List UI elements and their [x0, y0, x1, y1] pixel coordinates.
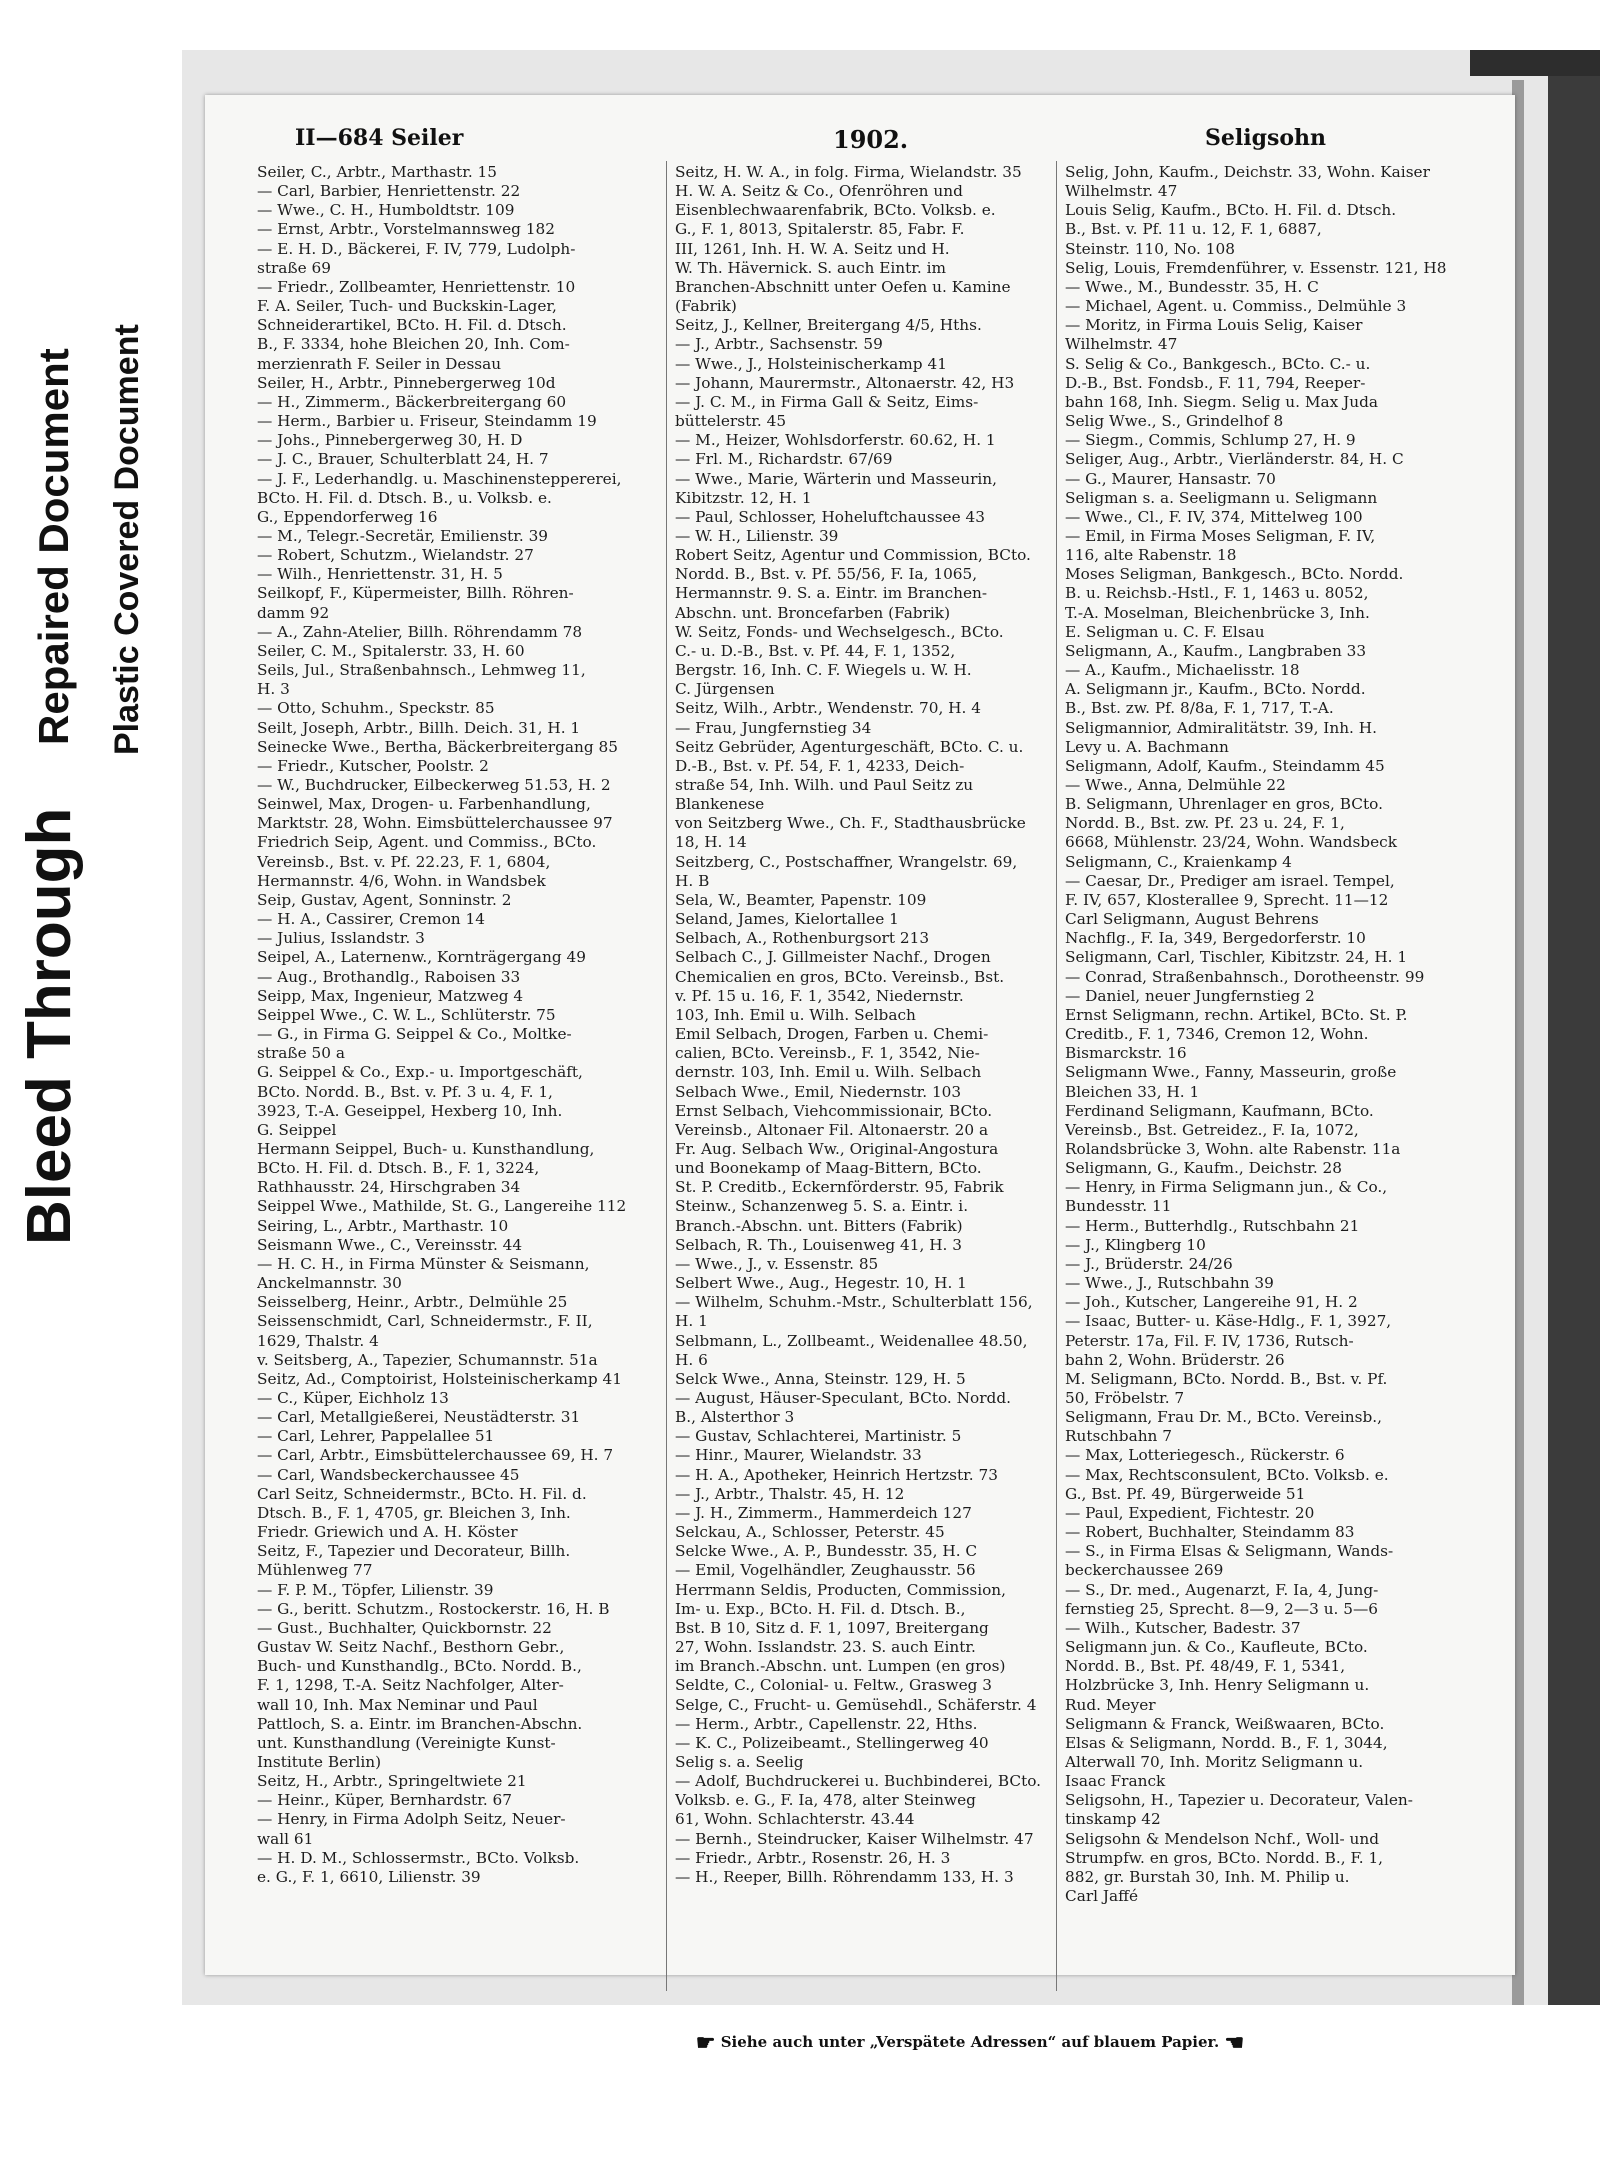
column-left: [257, 163, 657, 1887]
directory-entry: Vereinsb., Bst. v. Pf. 22.23, F. 1, 6804,: [257, 852, 551, 871]
column-right: [1065, 163, 1465, 1906]
directory-entry: Seitz Gebrüder, Agenturgeschäft, BCto. C. u.: [675, 737, 1024, 756]
directory-entry: Pattloch, S. a. Eintr. im Branchen-Abschn.: [257, 1714, 583, 1733]
directory-entry: Institute Berlin): [257, 1752, 382, 1771]
directory-entry: Ernst Seligmann, rechn. Artikel, BCto. St. P.: [1065, 1005, 1408, 1024]
directory-entry: Holzbrücke 3, Inh. Henry Seligmann u.: [1065, 1676, 1370, 1695]
directory-entry: Seiler, H., Arbtr., Pinnebergerweg 10d: [257, 373, 556, 392]
directory-entry: — Max, Rechtsconsulent, BCto. Volksb. e.: [1065, 1465, 1389, 1484]
directory-entry: Schneiderartikel, BCto. H. Fil. d. Dtsch.: [257, 316, 567, 335]
directory-entry: Wilhelmstr. 47: [1065, 335, 1178, 354]
directory-entry: Seip, Gustav, Agent, Sonninstr. 2: [257, 890, 512, 909]
directory-entry: Nordd. B., Bst. Pf. 48/49, F. 1, 5341,: [1065, 1657, 1346, 1676]
directory-entry: — Carl, Arbtr., Eimsbüttelerchaussee 69, H. 7: [257, 1446, 614, 1465]
directory-entry: Chemicalien en gros, BCto. Vereinsb., Bst.: [675, 967, 1005, 986]
directory-entry: Nachflg., F. Ia, 349, Bergedorferstr. 10: [1065, 929, 1366, 948]
directory-entry: BCto. H. Fil. d. Dtsch. B., u. Volksb. e.: [257, 488, 552, 507]
directory-entry: Seissenschmidt, Carl, Schneidermstr., F. II,: [257, 1312, 593, 1331]
directory-entry: S. Selig & Co., Bankgesch., BCto. C.- u.: [1065, 354, 1371, 373]
directory-entry: — Friedr., Arbtr., Rosenstr. 26, H. 3: [675, 1848, 951, 1867]
directory-entry: Seitz, Wilh., Arbtr., Wendenstr. 70, H. 4: [675, 699, 981, 718]
directory-entry: Rolandsbrücke 3, Wohn. alte Rabenstr. 11a: [1065, 1139, 1401, 1158]
directory-entry: — F. P. M., Töpfer, Lilienstr. 39: [257, 1580, 494, 1599]
directory-entry: Louis Selig, Kaufm., BCto. H. Fil. d. Dtsch.: [1065, 201, 1397, 220]
scan-border-right: [1548, 76, 1600, 2005]
directory-entry: — Conrad, Straßenbahnsch., Dorotheenstr. 99: [1065, 967, 1425, 986]
directory-entry: Seilkopf, F., Küpermeister, Billh. Röhren-: [257, 584, 574, 603]
directory-entry: — Friedr., Zollbeamter, Henriettenstr. 10: [257, 277, 576, 296]
directory-entry: B., Alsterthor 3: [675, 1408, 795, 1427]
directory-entry: — Isaac, Butter- u. Käse-Hdlg., F. 1, 3927,: [1065, 1312, 1392, 1331]
directory-entry: Branch.-Abschn. unt. Bitters (Fabrik): [675, 1216, 963, 1235]
directory-entry: — Gust., Buchhalter, Quickbornstr. 22: [257, 1618, 552, 1637]
directory-entry: G., F. 1, 8013, Spitalerstr. 85, Fabr. F.: [675, 220, 965, 239]
header-left: II—684 Seiler: [295, 125, 464, 151]
directory-entry: Seipp, Max, Ingenieur, Matzweg 4: [257, 986, 524, 1005]
directory-entry: — Carl, Wandsbeckerchaussee 45: [257, 1465, 520, 1484]
directory-entry: Seligmann, Frau Dr. M., BCto. Vereinsb.,: [1065, 1408, 1383, 1427]
directory-entry: wall 61: [257, 1829, 314, 1848]
directory-entry: Seligmann, C., Kraienkamp 4: [1065, 852, 1292, 871]
directory-entry: Seinwel, Max, Drogen- u. Farbenhandlung,: [257, 795, 591, 814]
directory-entry: Seliger, Aug., Arbtr., Vierländerstr. 84, H. C: [1065, 450, 1404, 469]
directory-entry: — Adolf, Buchdruckerei u. Buchbinderei, BCto.: [675, 1772, 1042, 1791]
directory-entry: Seismann Wwe., C., Vereinsstr. 44: [257, 1235, 523, 1254]
directory-entry: 27, Wohn. Isslandstr. 23. S. auch Eintr.: [675, 1638, 976, 1657]
directory-entry: — Robert, Schutzm., Wielandstr. 27: [257, 546, 534, 565]
directory-entry: Seland, James, Kielortallee 1: [675, 910, 899, 929]
directory-entry: E. Seligman u. C. F. Elsau: [1065, 622, 1265, 641]
footer-note: [380, 2030, 1560, 2056]
directory-entry: — Paul, Expedient, Fichtestr. 20: [1065, 1503, 1315, 1522]
directory-entry: Seitz, H. W. A., in folg. Firma, Wielandstr. 35: [675, 163, 1022, 181]
directory-entry: — G., Maurer, Hansastr. 70: [1065, 469, 1276, 488]
directory-entry: Hermann Seippel, Buch- u. Kunsthandlung,: [257, 1139, 595, 1158]
directory-entry: Creditb., F. 1, 7346, Cremon 12, Wohn.: [1065, 1025, 1369, 1044]
directory-entry: Seligmannior, Admiralitätstr. 39, Inh. H.: [1065, 718, 1377, 737]
directory-entry: Robert Seitz, Agentur und Commission, BCto.: [675, 546, 1031, 565]
directory-entry: — Herm., Butterhdlg., Rutschbahn 21: [1065, 1216, 1360, 1235]
directory-entry: Rutschbahn 7: [1065, 1427, 1172, 1446]
directory-entry: straße 69: [257, 258, 332, 277]
directory-entry: M. Seligmann, BCto. Nordd. B., Bst. v. Pf.: [1065, 1369, 1388, 1388]
directory-entry: — M., Heizer, Wohlsdorferstr. 60.62, H. 1: [675, 431, 996, 450]
directory-entry: — August, Häuser-Speculant, BCto. Nordd.: [675, 1389, 1011, 1407]
directory-entry: Seligmann, Adolf, Kaufm., Steindamm 45: [1065, 756, 1385, 775]
directory-entry: Seiring, L., Arbtr., Marthastr. 10: [257, 1216, 509, 1235]
directory-entry: — Gustav, Schlachterei, Martinistr. 5: [675, 1427, 962, 1446]
directory-entry: straße 54, Inh. Wilh. und Paul Seitz zu: [675, 776, 974, 794]
directory-entry: Mühlenweg 77: [257, 1561, 373, 1580]
directory-entry: — Carl, Metallgießerei, Neustädterstr. 31: [257, 1408, 581, 1427]
directory-entry: B., F. 3334, hohe Bleichen 20, Inh. Com-: [257, 335, 570, 354]
directory-entry: — Paul, Schlosser, Hoheluftchaussee 43: [675, 507, 985, 526]
directory-entry: — H., Zimmerm., Bäckerbreitergang 60: [257, 392, 567, 411]
directory-entry: Isaac Franck: [1065, 1772, 1166, 1791]
column-middle: [675, 163, 1065, 1887]
directory-entry: Selig s. a. Seelig: [675, 1752, 804, 1771]
directory-entry: — G., beritt. Schutzm., Rostockerstr. 16, H. B: [257, 1599, 610, 1618]
directory-entry: — S., Dr. med., Augenarzt, F. Ia, 4, Jung-: [1065, 1580, 1379, 1599]
directory-entry: Abschn. unt. Broncefarben (Fabrik): [675, 603, 951, 622]
directory-entry: Seligman s. a. Seeligmann u. Seligmann: [1065, 488, 1378, 507]
directory-entry: Kibitzstr. 12, H. 1: [675, 488, 812, 507]
directory-entry: Gustav W. Seitz Nachf., Besthorn Gebr.,: [257, 1638, 565, 1657]
directory-entry: — C., Küper, Eichholz 13: [257, 1389, 449, 1407]
directory-entry: H. 6: [675, 1350, 708, 1369]
directory-entry: — Carl, Lehrer, Pappelallee 51: [257, 1427, 495, 1446]
directory-entry: — Aug., Brothandlg., Raboisen 33: [257, 967, 521, 986]
directory-entry: Selge, C., Frucht- u. Gemüsehdl., Schäferstr. 4: [675, 1695, 1037, 1714]
directory-entry: B., Bst. zw. Pf. 8/8a, F. 1, 717, T.-A.: [1065, 699, 1334, 718]
directory-entry: Seligsohn, H., Tapezier u. Decorateur, Valen-: [1065, 1791, 1413, 1810]
directory-entry: F. IV, 657, Klosterallee 9, Sprecht. 11—12: [1065, 890, 1389, 909]
directory-entry: Peterstr. 17a, Fil. F. IV, 1736, Rutsch-: [1065, 1331, 1354, 1350]
directory-entry: — Frl. M., Richardstr. 67/69: [675, 450, 893, 469]
directory-entry: Ferdinand Seligmann, Kaufmann, BCto.: [1065, 1101, 1374, 1120]
directory-entry: merzienrath F. Seiler in Dessau: [257, 354, 502, 373]
pointing-hand-left-icon: ☚: [1224, 2030, 1245, 2056]
directory-entry: Seitz, Ad., Comptoirist, Holsteinischerkamp 41: [257, 1369, 622, 1388]
directory-page: [205, 95, 1515, 1975]
directory-entry: G. Seippel & Co., Exp.- u. Importgeschäft,: [257, 1063, 583, 1082]
directory-entry: — H. D. M., Schlossermstr., BCto. Volksb.: [257, 1848, 580, 1867]
directory-entry: Carl Jaffé: [1065, 1887, 1139, 1906]
directory-entry: Blankenese: [675, 795, 765, 814]
directory-entry: von Seitzberg Wwe., Ch. F., Stadthausbrücke: [675, 814, 1026, 833]
directory-entry: Im- u. Exp., BCto. H. Fil. d. Dtsch. B.,: [675, 1599, 966, 1618]
directory-entry: W. Seitz, Fonds- und Wechselgesch., BCto.: [675, 622, 1004, 641]
pointing-hand-right-icon: ☛: [695, 2030, 716, 2056]
directory-entry: — Emil, in Firma Moses Seligman, F. IV,: [1065, 526, 1376, 545]
directory-entry: 882, gr. Burstah 30, Inh. M. Philip u.: [1065, 1867, 1350, 1886]
directory-entry: — K. C., Polizeibeamt., Stellingerweg 40: [675, 1733, 989, 1752]
directory-entry: Seilt, Joseph, Arbtr., Billh. Deich. 31, H. 1: [257, 718, 581, 737]
directory-entry: — Henry, in Firma Adolph Seitz, Neuer-: [257, 1810, 566, 1829]
directory-entry: v. Seitsberg, A., Tapezier, Schumannstr. 51a: [257, 1350, 598, 1369]
directory-entry: — S., in Firma Elsas & Seligmann, Wands-: [1065, 1542, 1394, 1561]
plastic-covered-label: Plastic Covered Document: [108, 324, 146, 755]
directory-entry: 116, alte Rabenstr. 18: [1065, 546, 1237, 565]
directory-entry: — H. A., Cassirer, Cremon 14: [257, 910, 485, 929]
directory-entry: Friedrich Seip, Agent. und Commiss., BCto.: [257, 833, 597, 852]
directory-entry: Wilhelmstr. 47: [1065, 182, 1178, 201]
directory-entry: — Caesar, Dr., Prediger am israel. Tempel,: [1065, 871, 1395, 890]
page-header: [205, 125, 1515, 157]
directory-entry: — W. H., Lilienstr. 39: [675, 526, 839, 545]
directory-entry: unt. Kunsthandlung (Vereinigte Kunst-: [257, 1733, 556, 1752]
directory-entry: — Daniel, neuer Jungfernstieg 2: [1065, 986, 1315, 1005]
directory-entry: Hermannstr. 9. S. a. Eintr. im Branchen-: [675, 584, 988, 603]
directory-entry: — Herm., Barbier u. Friseur, Steindamm 19: [257, 412, 597, 431]
directory-entry: Fr. Aug. Selbach Ww., Original-Angostura: [675, 1139, 999, 1158]
directory-entry: Ernst Selbach, Viehcommissionair, BCto.: [675, 1101, 993, 1120]
directory-entry: Marktstr. 28, Wohn. Eimsbüttelerchaussee 97: [257, 814, 613, 833]
directory-entry: — Julius, Isslandstr. 3: [257, 929, 425, 948]
directory-entry: — J., Klingberg 10: [1065, 1235, 1206, 1254]
directory-entry: Seippel Wwe., C. W. L., Schlüterstr. 75: [257, 1005, 556, 1024]
directory-entry: — Max, Lotteriegesch., Rückerstr. 6: [1065, 1446, 1345, 1465]
directory-entry: — Bernh., Steindrucker, Kaiser Wilhelmstr. 47: [675, 1829, 1034, 1848]
directory-entry: Seisselberg, Heinr., Arbtr., Delmühle 25: [257, 1293, 568, 1312]
directory-entry: Seitzberg, C., Postschaffner, Wrangelstr. 69,: [675, 852, 1018, 871]
directory-entry: — Wwe., J., Holsteinischerkamp 41: [675, 354, 947, 373]
directory-entry: — J. C., Brauer, Schulterblatt 24, H. 7: [257, 450, 549, 469]
directory-entry: — H. C. H., in Firma Münster & Seismann,: [257, 1254, 590, 1273]
directory-entry: — Wilh., Kutscher, Badestr. 37: [1065, 1618, 1301, 1637]
directory-entry: — Otto, Schuhm., Speckstr. 85: [257, 699, 495, 718]
directory-entry: Seinecke Wwe., Bertha, Bäckerbreitergang 85: [257, 737, 618, 756]
repaired-document-label: Repaired Document: [30, 348, 77, 745]
directory-entry: — J. H., Zimmerm., Hammerdeich 127: [675, 1503, 972, 1522]
directory-entry: W. Th. Hävernick. S. auch Eintr. im: [675, 258, 947, 277]
directory-entry: Elsas & Seligmann, Nordd. B., F. 1, 3044,: [1065, 1733, 1388, 1752]
column-divider: [666, 161, 667, 1991]
directory-entry: Carl Seligmann, August Behrens: [1065, 910, 1319, 929]
directory-entry: — Friedr., Kutscher, Poolstr. 2: [257, 756, 489, 775]
directory-entry: 3923, T.-A. Geseippel, Hexberg 10, Inh.: [257, 1101, 563, 1120]
directory-entry: dernstr. 103, Inh. Emil u. Wilh. Selbach: [675, 1063, 982, 1082]
directory-entry: Carl Seitz, Schneidermstr., BCto. H. Fil. d.: [257, 1484, 587, 1503]
directory-entry: — E. H. D., Bäckerei, F. IV, 779, Ludolph-: [257, 239, 576, 258]
directory-entry: — Carl, Barbier, Henriettenstr. 22: [257, 182, 521, 201]
directory-entry: tinskamp 42: [1065, 1810, 1161, 1829]
directory-entry: — Emil, Vogelhändler, Zeughausstr. 56: [675, 1561, 976, 1580]
directory-entry: A. Seligmann jr., Kaufm., BCto. Nordd.: [1065, 680, 1366, 699]
directory-entry: — J. F., Lederhandlg. u. Maschinensteppererei,: [257, 469, 622, 488]
directory-entry: Friedr. Griewich und A. H. Köster: [257, 1523, 518, 1542]
directory-entry: Hermannstr. 4/6, Wohn. in Wandsbek: [257, 871, 546, 890]
directory-entry: Buch- und Kunsthandlg., BCto. Nordd. B.,: [257, 1657, 582, 1676]
directory-entry: C. Jürgensen: [675, 680, 775, 699]
directory-entry: B. Seligmann, Uhrenlager en gros, BCto.: [1065, 795, 1383, 814]
bleed-through-label: Bleed Through: [15, 807, 84, 1245]
directory-entry: v. Pf. 15 u. 16, F. 1, 3542, Niedernstr.: [675, 986, 964, 1005]
directory-entry: G. Seippel: [257, 1120, 337, 1139]
directory-entry: Seitz, H., Arbtr., Springeltwiete 21: [257, 1772, 527, 1791]
directory-entry: Selbach, A., Rothenburgsort 213: [675, 929, 930, 948]
directory-entry: Seligmann, A., Kaufm., Langbraben 33: [1065, 641, 1367, 660]
directory-entry: wall 10, Inh. Max Neminar und Paul: [257, 1695, 538, 1714]
directory-entry: e. G., F. 1, 6610, Lilienstr. 39: [257, 1867, 481, 1886]
directory-entry: — Wilhelm, Schuhm.-Mstr., Schulterblatt 156,: [675, 1293, 1033, 1312]
directory-entry: — Wwe., C. H., Humboldtstr. 109: [257, 201, 515, 220]
directory-entry: — Wwe., Anna, Delmühle 22: [1065, 776, 1286, 794]
directory-entry: Seitz, F., Tapezier und Decorateur, Billh.: [257, 1542, 571, 1561]
directory-entry: Seils, Jul., Straßenbahnsch., Lehmweg 11,: [257, 661, 586, 680]
directory-entry: T.-A. Moselman, Bleichenbrücke 3, Inh.: [1065, 603, 1370, 622]
directory-entry: 61, Wohn. Schlachterstr. 43.44: [675, 1810, 915, 1829]
directory-entry: — Heinr., Küper, Bernhardstr. 67: [257, 1791, 513, 1810]
directory-entry: D.-B., Bst. v. Pf. 54, F. 1, 4233, Deich-: [675, 756, 965, 775]
directory-entry: H. W. A. Seitz & Co., Ofenröhren und: [675, 182, 963, 201]
directory-entry: — J. C. M., in Firma Gall & Seitz, Eims-: [675, 392, 979, 411]
directory-entry: Seiler, C., Arbtr., Marthastr. 15: [257, 163, 498, 181]
directory-entry: — Henry, in Firma Seligmann jun., & Co.,: [1065, 1178, 1388, 1197]
directory-entry: — Herm., Arbtr., Capellenstr. 22, Hths.: [675, 1714, 978, 1733]
directory-entry: — Johann, Maurermstr., Altonaerstr. 42, H3: [675, 373, 1015, 392]
directory-entry: Volksb. e. G., F. Ia, 478, alter Steinweg: [675, 1791, 976, 1810]
directory-entry: F. 1, 1298, T.-A. Seitz Nachfolger, Alter-: [257, 1676, 564, 1695]
directory-entry: beckerchaussee 269: [1065, 1561, 1224, 1580]
directory-entry: (Fabrik): [675, 297, 737, 316]
directory-entry: Selbach, R. Th., Louisenweg 41, H. 3: [675, 1235, 963, 1254]
directory-entry: Seligmann Wwe., Fanny, Masseurin, große: [1065, 1063, 1397, 1082]
directory-entry: Selig Wwe., S., Grindelhof 8: [1065, 412, 1284, 431]
directory-entry: 50, Fröbelstr. 7: [1065, 1389, 1185, 1407]
directory-entry: und Boonekamp of Maag-Bittern, BCto.: [675, 1159, 982, 1178]
directory-entry: Seldte, C., Colonial- u. Feltw., Grasweg 3: [675, 1676, 993, 1695]
directory-entry: Alterwall 70, Inh. Moritz Seligmann u.: [1065, 1752, 1364, 1771]
directory-entry: Steinw., Schanzenweg 5. S. a. Eintr. i.: [675, 1197, 969, 1216]
directory-entry: bahn 2, Wohn. Brüderstr. 26: [1065, 1350, 1285, 1369]
directory-entry: Nordd. B., Bst. v. Pf. 55/56, F. Ia, 1065,: [675, 565, 978, 584]
directory-entry: Rathhausstr. 24, Hirschgraben 34: [257, 1178, 521, 1197]
directory-entry: — Ernst, Arbtr., Vorstelmannsweg 182: [257, 220, 556, 239]
directory-entry: St. P. Creditb., Eckernförderstr. 95, Fabrik: [675, 1178, 1004, 1197]
directory-entry: Anckelmannstr. 30: [257, 1274, 402, 1293]
directory-entry: fernstieg 25, Sprecht. 8—9, 2—3 u. 5—6: [1065, 1599, 1379, 1618]
directory-entry: — Wilh., Henriettenstr. 31, H. 5: [257, 565, 503, 584]
directory-entry: Bergstr. 16, Inh. C. F. Wiegels u. W. H.: [675, 661, 972, 680]
directory-entry: Seiler, C. M., Spitalerstr. 33, H. 60: [257, 641, 525, 660]
directory-entry: Steinstr. 110, No. 108: [1065, 239, 1235, 258]
directory-entry: Branchen-Abschnitt unter Oefen u. Kamine: [675, 277, 1011, 296]
directory-entry: BCto. Nordd. B., Bst. v. Pf. 3 u. 4, F. 1,: [257, 1082, 553, 1101]
directory-entry: — Michael, Agent. u. Commiss., Delmühle 3: [1065, 297, 1407, 316]
directory-entry: B. u. Reichsb.-Hstl., F. 1, 1463 u. 8052,: [1065, 584, 1369, 603]
directory-entry: büttelerstr. 45: [675, 412, 787, 431]
directory-entry: Selckau, A., Schlosser, Peterstr. 45: [675, 1523, 945, 1542]
directory-entry: — W., Buchdrucker, Eilbeckerweg 51.53, H. 2: [257, 776, 611, 794]
directory-entry: Bst. B 10, Sitz d. F. 1, 1097, Breitergang: [675, 1618, 989, 1637]
directory-entry: BCto. H. Fil. d. Dtsch. B., F. 1, 3224,: [257, 1159, 540, 1178]
directory-entry: H. 3: [257, 680, 290, 699]
directory-entry: — Hinr., Maurer, Wielandstr. 33: [675, 1446, 922, 1465]
directory-entry: C.- u. D.-B., Bst. v. Pf. 44, F. 1, 1352,: [675, 641, 956, 660]
directory-entry: G., Bst. Pf. 49, Bürgerweide 51: [1065, 1484, 1306, 1503]
directory-entry: Selbach Wwe., Emil, Niedernstr. 103: [675, 1082, 962, 1101]
directory-entry: Selbach C., J. Gillmeister Nachf., Drogen: [675, 948, 991, 967]
directory-entry: — Wwe., Marie, Wärterin und Masseurin,: [675, 469, 997, 488]
directory-entry: — A., Kaufm., Michaelisstr. 18: [1065, 661, 1300, 680]
directory-entry: Selbmann, L., Zollbeamt., Weidenallee 48.50,: [675, 1331, 1028, 1350]
directory-entry: — J., Arbtr., Sachsenstr. 59: [675, 335, 883, 354]
directory-entry: — Wwe., J., v. Essenstr. 85: [675, 1254, 879, 1273]
directory-entry: — M., Telegr.-Secretär, Emilienstr. 39: [257, 526, 549, 545]
directory-entry: Emil Selbach, Drogen, Farben u. Chemi-: [675, 1025, 989, 1044]
header-year: 1902.: [833, 125, 909, 154]
directory-entry: III, 1261, Inh. H. W. A. Seitz und H.: [675, 239, 950, 258]
directory-entry: Seipel, A., Laternenw., Kornträgergang 49: [257, 948, 586, 967]
directory-entry: — H. A., Apotheker, Heinrich Hertzstr. 73: [675, 1465, 998, 1484]
directory-entry: — Robert, Buchhalter, Steindamm 83: [1065, 1523, 1355, 1542]
directory-entry: Selck Wwe., Anna, Steinstr. 129, H. 5: [675, 1369, 966, 1388]
directory-entry: Sela, W., Beamter, Papenstr. 109: [675, 890, 927, 909]
directory-entry: — Wwe., Cl., F. IV, 374, Mittelweg 100: [1065, 507, 1363, 526]
directory-entry: Seligmann & Franck, Weißwaaren, BCto.: [1065, 1714, 1385, 1733]
directory-entry: Moses Seligman, Bankgesch., BCto. Nordd.: [1065, 565, 1404, 584]
directory-entry: Vereinsb., Altonaer Fil. Altonaerstr. 20 a: [675, 1120, 989, 1139]
directory-entry: 103, Inh. Emil u. Wilh. Selbach: [675, 1005, 916, 1024]
directory-entry: Seligmann jun. & Co., Kaufleute, BCto.: [1065, 1638, 1368, 1657]
directory-entry: Selig, John, Kaufm., Deichstr. 33, Wohn. Kaiser: [1065, 163, 1430, 181]
header-right: Seligsohn: [1205, 125, 1327, 151]
directory-entry: H. B: [675, 871, 710, 890]
directory-entry: — Moritz, in Firma Louis Selig, Kaiser: [1065, 316, 1363, 335]
directory-entry: Selig, Louis, Fremdenführer, v. Essenstr. 121, H8: [1065, 258, 1447, 277]
directory-entry: straße 50 a: [257, 1044, 346, 1063]
directory-entry: — H., Reeper, Billh. Röhrendamm 133, H. 3: [675, 1867, 1014, 1886]
directory-entry: — G., in Firma G. Seippel & Co., Moltke-: [257, 1025, 572, 1044]
directory-entry: — Joh., Kutscher, Langereihe 91, H. 2: [1065, 1293, 1358, 1312]
scan-border-top: [1470, 50, 1600, 76]
directory-entry: G., Eppendorferweg 16: [257, 507, 438, 526]
directory-entry: F. A. Seiler, Tuch- und Buckskin-Lager,: [257, 297, 557, 316]
directory-entry: Herrmann Seldis, Producten, Commission,: [675, 1580, 1007, 1599]
directory-entry: — Wwe., J., Rutschbahn 39: [1065, 1274, 1274, 1293]
directory-entry: bahn 168, Inh. Siegm. Selig u. Max Juda: [1065, 392, 1379, 411]
directory-entry: Seitz, J., Kellner, Breitergang 4/5, Hths.: [675, 316, 982, 335]
directory-entry: Dtsch. B., F. 1, 4705, gr. Bleichen 3, Inh.: [257, 1503, 571, 1522]
directory-entry: damm 92: [257, 603, 330, 622]
directory-entry: — Wwe., M., Bundesstr. 35, H. C: [1065, 277, 1319, 296]
directory-entry: Seligmann, Carl, Tischler, Kibitzstr. 24, H. 1: [1065, 948, 1408, 967]
footer-text: Siehe auch unter „Verspätete Adressen“ auf blauem Papier.: [720, 2033, 1220, 2051]
directory-entry: — J., Arbtr., Thalstr. 45, H. 12: [675, 1484, 905, 1503]
directory-entry: 18, H. 14: [675, 833, 747, 852]
directory-entry: D.-B., Bst. Fondsb., F. 11, 794, Reeper-: [1065, 373, 1366, 392]
directory-entry: Bundesstr. 11: [1065, 1197, 1172, 1216]
directory-entry: Rud. Meyer: [1065, 1695, 1156, 1714]
directory-entry: Vereinsb., Bst. Getreidez., F. Ia, 1072,: [1065, 1120, 1359, 1139]
directory-entry: Eisenblechwaarenfabrik, BCto. Volksb. e.: [675, 201, 996, 220]
directory-entry: im Branch.-Abschn. unt. Lumpen (en gros): [675, 1657, 1006, 1676]
side-labels: [0, 0, 180, 2177]
directory-entry: Levy u. A. Bachmann: [1065, 737, 1229, 756]
directory-entry: — Johs., Pinnebergerweg 30, H. D: [257, 431, 523, 450]
directory-entry: Strumpfw. en gros, BCto. Nordd. B., F. 1,: [1065, 1848, 1384, 1867]
directory-entry: 6668, Mühlenstr. 23/24, Wohn. Wandsbeck: [1065, 833, 1397, 852]
directory-entry: H. 1: [675, 1312, 708, 1331]
directory-entry: — A., Zahn-Atelier, Billh. Röhrendamm 78: [257, 622, 583, 641]
directory-entry: Seligmann, G., Kaufm., Deichstr. 28: [1065, 1159, 1343, 1178]
directory-entry: Nordd. B., Bst. zw. Pf. 23 u. 24, F. 1,: [1065, 814, 1345, 833]
directory-entry: — Siegm., Commis, Schlump 27, H. 9: [1065, 431, 1356, 450]
directory-entry: Selcke Wwe., A. P., Bundesstr. 35, H. C: [675, 1542, 978, 1561]
directory-entry: Seippel Wwe., Mathilde, St. G., Langereihe 112: [257, 1197, 627, 1216]
directory-entry: — Frau, Jungfernstieg 34: [675, 718, 872, 737]
directory-entry: B., Bst. v. Pf. 11 u. 12, F. 1, 6887,: [1065, 220, 1322, 239]
directory-entry: Seligsohn & Mendelson Nchf., Woll- und: [1065, 1829, 1380, 1848]
directory-entry: calien, BCto. Vereinsb., F. 1, 3542, Nie-: [675, 1044, 980, 1063]
directory-entry: — J., Brüderstr. 24/26: [1065, 1254, 1233, 1273]
directory-entry: Bismarckstr. 16: [1065, 1044, 1187, 1063]
directory-entry: 1629, Thalstr. 4: [257, 1331, 379, 1350]
directory-entry: Selbert Wwe., Aug., Hegestr. 10, H. 1: [675, 1274, 967, 1293]
directory-entry: Bleichen 33, H. 1: [1065, 1082, 1200, 1101]
